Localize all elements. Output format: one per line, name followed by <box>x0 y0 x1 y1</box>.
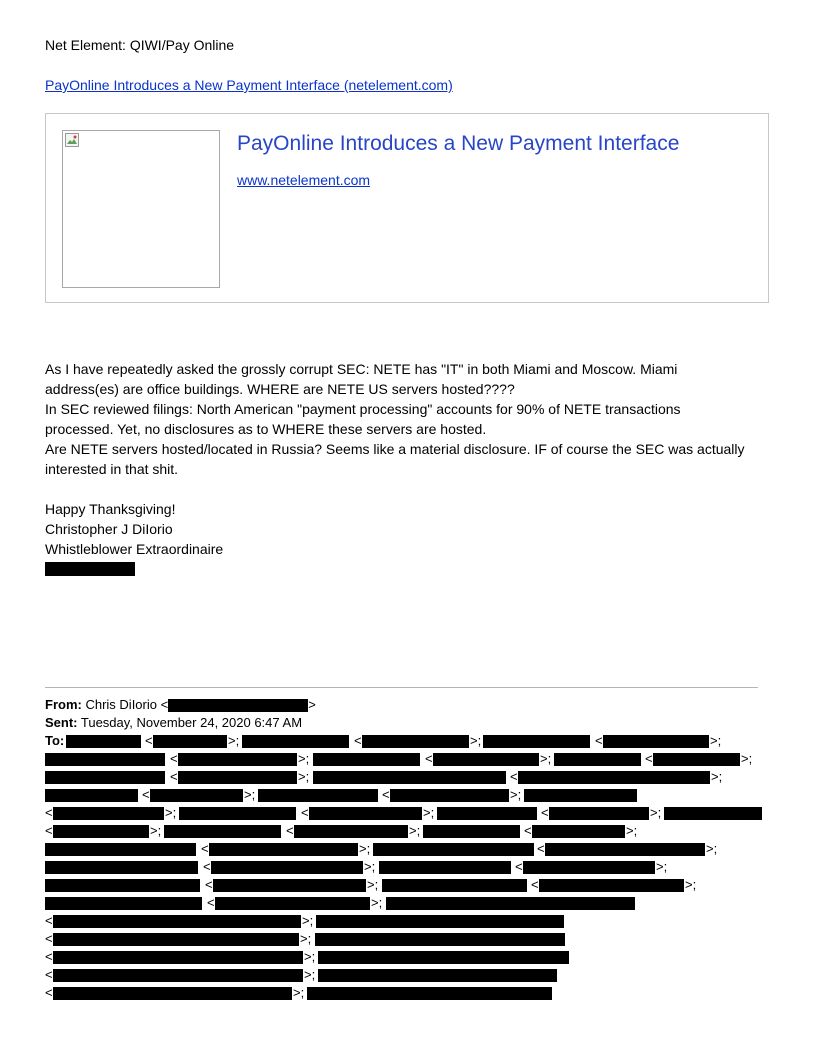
redaction-block <box>523 861 655 874</box>
body-line: As I have repeatedly asked the grossly corrupt SEC: NETE has "IT" in both Miami and Moscow. Miami <box>45 361 678 377</box>
email-subject: Net Element: QIWI/Pay Online <box>45 37 235 53</box>
redaction-block <box>178 771 297 784</box>
redaction-block <box>45 789 138 802</box>
redaction-block <box>382 879 527 892</box>
redaction-block <box>307 987 552 1000</box>
header-divider <box>45 687 758 688</box>
redaction-block <box>483 735 590 748</box>
preview-thumbnail <box>62 130 220 288</box>
sent-value: Tuesday, November 24, 2020 6:47 AM <box>80 715 303 730</box>
body-line: processed. Yet, no disclosures as to WHERE these servers are hosted. <box>45 421 487 437</box>
redaction-block <box>45 879 200 892</box>
redaction-block <box>215 897 370 910</box>
signoff-name: Christopher J DiIorio <box>45 521 173 537</box>
redaction-block <box>373 843 534 856</box>
redaction-block <box>45 753 165 766</box>
from-close: > <box>308 697 316 712</box>
body-line: In SEC reviewed filings: North American "payment processing" accounts for 90% of NETE transactions <box>45 401 681 417</box>
redaction-block <box>211 861 363 874</box>
link-preview-card[interactable] <box>45 113 769 303</box>
redaction-block <box>664 807 762 820</box>
redaction-block <box>318 969 557 982</box>
redaction-block <box>53 807 164 820</box>
redaction-block <box>313 753 420 766</box>
to-label: To: <box>45 733 65 748</box>
redaction-block <box>362 735 469 748</box>
redaction-block <box>316 915 564 928</box>
redaction-block <box>309 807 422 820</box>
redaction-block <box>53 825 149 838</box>
article-link[interactable]: PayOnline Introduces a New Payment Interface (netelement.com) <box>45 77 453 93</box>
sent-line <box>45 714 302 732</box>
preview-url[interactable]: www.netelement.com <box>237 172 371 188</box>
redaction-block <box>390 789 509 802</box>
redaction-block <box>53 915 301 928</box>
redaction-block <box>164 825 281 838</box>
to-line <box>45 732 64 750</box>
body-line: address(es) are office buildings. WHERE are NETE US servers hosted???? <box>45 381 515 397</box>
redaction-block <box>53 951 303 964</box>
redaction-block <box>518 771 710 784</box>
redaction-block <box>53 933 299 946</box>
from-label: From: <box>45 697 82 712</box>
redaction-block <box>53 987 292 1000</box>
redaction-block <box>433 753 539 766</box>
redaction-block <box>168 699 308 712</box>
redaction-block <box>539 879 684 892</box>
broken-image-icon <box>65 133 79 147</box>
redaction-block <box>313 771 506 784</box>
redaction-block <box>153 735 227 748</box>
redaction-block <box>242 735 349 748</box>
email-body <box>45 359 770 559</box>
redaction-block <box>532 825 625 838</box>
redaction-block <box>258 789 378 802</box>
signoff-greeting: Happy Thanksgiving! <box>45 501 176 517</box>
redaction-block <box>294 825 408 838</box>
redaction-block <box>545 843 705 856</box>
redaction-block <box>554 753 641 766</box>
redaction-block <box>603 735 709 748</box>
redaction-block <box>45 897 202 910</box>
signoff-title: Whistleblower Extraordinaire <box>45 541 224 557</box>
redaction-block <box>178 753 297 766</box>
preview-title[interactable]: PayOnline Introduces a New Payment Interface <box>237 132 680 155</box>
redaction-block <box>53 969 303 982</box>
redaction-block <box>213 879 366 892</box>
redaction-block <box>150 789 243 802</box>
redaction-block <box>209 843 358 856</box>
redaction-block <box>315 933 565 946</box>
from-name: Chris DiIorio < <box>85 697 169 712</box>
redaction-block <box>45 771 165 784</box>
redaction-block <box>318 951 569 964</box>
redaction-block <box>179 807 296 820</box>
from-line <box>45 696 316 714</box>
redaction-block <box>549 807 649 820</box>
redaction-block <box>653 753 740 766</box>
body-line: Are NETE servers hosted/located in Russia? Seems like a material disclosure. IF of course the SEC was actually <box>45 441 745 457</box>
redaction-block <box>66 735 141 748</box>
redaction-block <box>386 897 635 910</box>
sent-label: Sent: <box>45 715 78 730</box>
redaction-block <box>379 861 511 874</box>
redaction-block <box>45 861 198 874</box>
redaction-block <box>45 843 196 856</box>
redaction-block <box>45 562 135 576</box>
redaction-block <box>437 807 537 820</box>
body-line: interested in that shit. <box>45 461 179 477</box>
redaction-block <box>423 825 520 838</box>
redaction-block <box>524 789 637 802</box>
